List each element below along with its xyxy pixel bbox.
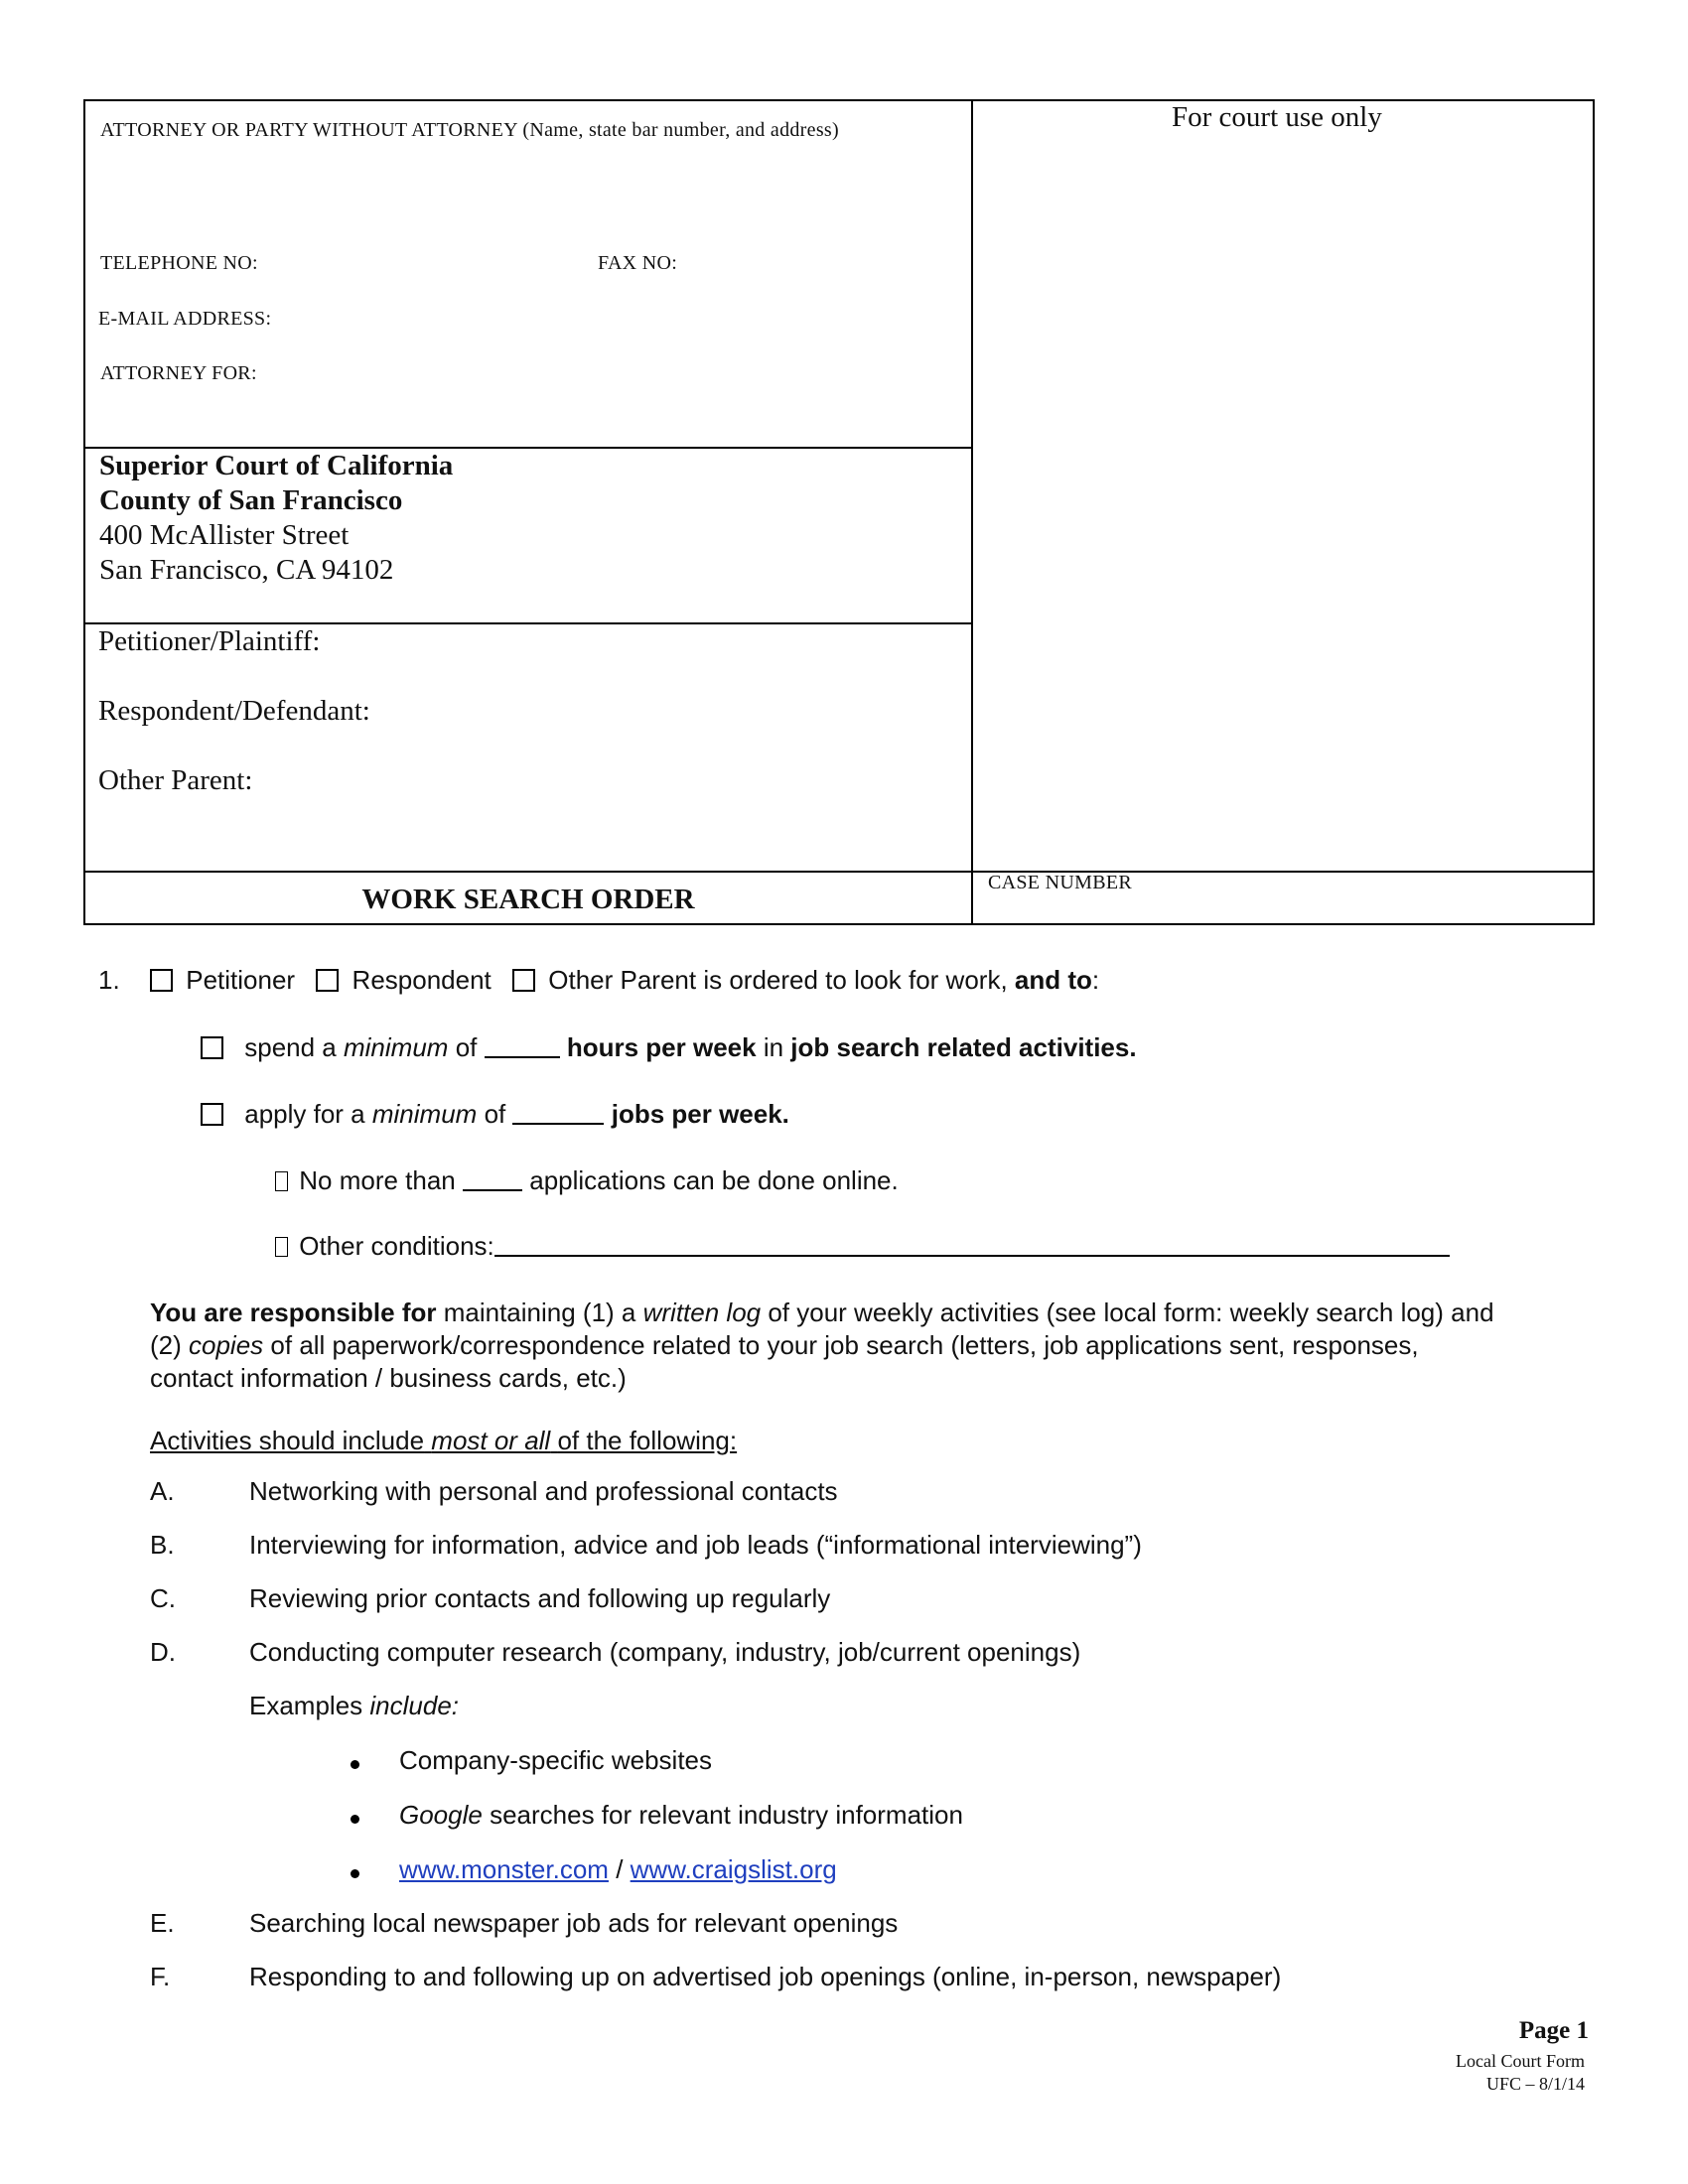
bullet-icon (351, 1869, 359, 1878)
online-line (275, 1165, 899, 1196)
responsibility-text: of all paperwork/correspondence related to your job search (letters, job applications sent, responses, (270, 1330, 1419, 1360)
bullet-item (399, 1854, 837, 1885)
google-text: Google (399, 1800, 483, 1830)
respondent-checkbox[interactable] (316, 969, 339, 992)
court-address-2: San Francisco, CA 94102 (99, 554, 394, 586)
bullet-icon (351, 1760, 359, 1769)
apply-line (201, 1099, 789, 1130)
activities-intro-em: most or all (431, 1426, 551, 1455)
petitioner-checkbox[interactable] (150, 969, 173, 992)
hours-bold: hours per week (566, 1032, 757, 1062)
list-item: Conducting computer research (company, industry, job/current openings) (249, 1637, 1081, 1667)
colon-text: : (1091, 965, 1100, 995)
list-letter: C. (150, 1583, 176, 1613)
activities-intro-text: Activities should include (150, 1426, 425, 1455)
respondent-label: Respondent/Defendant: (98, 695, 370, 727)
craigslist-link[interactable]: www.craigslist.org (630, 1854, 837, 1884)
responsibility-paragraph (150, 1297, 1494, 1395)
online-checkbox[interactable] (275, 1171, 288, 1191)
bullet-item (399, 1800, 963, 1831)
list-letter: B. (150, 1530, 175, 1560)
list-item: Networking with personal and professional contacts (249, 1476, 838, 1506)
divider-line (83, 622, 973, 624)
respondent-option: Respondent (352, 965, 492, 995)
activities-intro (150, 1426, 737, 1456)
jobs-blank[interactable] (512, 1101, 604, 1125)
minimum-text: minimum (371, 1099, 478, 1129)
case-number-label: CASE NUMBER (988, 872, 1132, 893)
examples-label (249, 1691, 459, 1721)
list-item: Interviewing for information, advice and job leads (“informational interviewing”) (249, 1530, 1142, 1560)
responsibility-bold: You are responsible for (150, 1297, 437, 1327)
form-code: UFC – 8/1/14 (1485, 2074, 1585, 2094)
attorney-for-label: ATTORNEY FOR: (100, 362, 257, 384)
list-letter: D. (150, 1637, 176, 1667)
form-type: Local Court Form (1456, 2051, 1585, 2071)
fax-label: FAX NO: (598, 252, 678, 274)
spend-text: spend a (244, 1032, 337, 1062)
responsibility-text: of your weekly activities (see local form: weekly search log) and (768, 1297, 1494, 1327)
other-conditions-blank[interactable] (494, 1233, 1450, 1257)
responsibility-text: contact information / business cards, etc.) (150, 1363, 627, 1393)
form-title: WORK SEARCH ORDER (361, 884, 695, 915)
minimum-text: minimum (344, 1032, 449, 1062)
of-text: of (484, 1099, 506, 1129)
activities-bold: job search related activities. (790, 1032, 1137, 1062)
examples-text: Examples (249, 1691, 363, 1720)
list-item: Responding to and following up on advertised job openings (online, in-person, newspaper) (249, 1962, 1282, 1991)
online-pre: No more than (299, 1165, 456, 1195)
list-letter: F. (150, 1962, 171, 1991)
responsibility-text: maintaining (1) a (443, 1297, 636, 1327)
written-log-text: written log (642, 1297, 762, 1327)
order-number: 1. (98, 965, 120, 995)
court-use-label: For court use only (1172, 101, 1382, 133)
in-text: in (763, 1032, 784, 1062)
divider-line (83, 871, 1595, 873)
court-name-1: Superior Court of California (99, 450, 454, 481)
jobs-bold: jobs per week. (611, 1099, 789, 1129)
online-post: applications can be done online. (529, 1165, 899, 1195)
hours-line (201, 1032, 1137, 1063)
responsibility-text: (2) (150, 1330, 182, 1360)
petitioner-option: Petitioner (186, 965, 296, 995)
apply-checkbox[interactable] (201, 1103, 223, 1126)
other-conditions-line (275, 1231, 1450, 1262)
monster-link[interactable]: www.monster.com (399, 1854, 609, 1884)
online-blank[interactable] (463, 1167, 522, 1191)
activities-intro-text: of the following: (557, 1426, 738, 1455)
bullet-item: Company-specific websites (399, 1745, 713, 1775)
apply-text: apply for a (244, 1099, 365, 1129)
list-item: Searching local newspaper job ads for relevant openings (249, 1908, 899, 1938)
telephone-label: TELEPHONE NO: (100, 252, 258, 274)
and-to-text: and to (1014, 965, 1092, 995)
other-parent-option: Other Parent is ordered to look for work, (548, 965, 1008, 995)
court-address-1: 400 McAllister Street (99, 519, 350, 551)
order-line (150, 965, 1099, 996)
hours-checkbox[interactable] (201, 1036, 223, 1059)
bullet-text: searches for relevant industry information (490, 1800, 963, 1830)
email-label: E-MAIL ADDRESS: (98, 308, 272, 330)
hours-blank[interactable] (485, 1034, 560, 1058)
other-conditions-checkbox[interactable] (275, 1237, 288, 1257)
page-number: Page 1 (1518, 2017, 1589, 2044)
examples-em: include: (369, 1691, 460, 1720)
caption-divider (971, 99, 973, 925)
petitioner-label: Petitioner/Plaintiff: (98, 625, 321, 657)
list-letter: A. (150, 1476, 175, 1506)
bullet-icon (351, 1815, 359, 1824)
list-letter: E. (150, 1908, 175, 1938)
other-parent-label: Other Parent: (98, 764, 253, 796)
slash-text: / (616, 1854, 624, 1884)
of-text: of (455, 1032, 478, 1062)
list-item: Reviewing prior contacts and following up regularly (249, 1583, 831, 1613)
court-name-2: County of San Francisco (99, 484, 403, 516)
other-parent-checkbox[interactable] (512, 969, 535, 992)
copies-text: copies (189, 1330, 264, 1360)
court-address (99, 449, 453, 588)
attorney-label: ATTORNEY OR PARTY WITHOUT ATTORNEY (Name, state bar number, and address) (100, 119, 839, 141)
other-conditions-label: Other conditions: (299, 1231, 494, 1261)
